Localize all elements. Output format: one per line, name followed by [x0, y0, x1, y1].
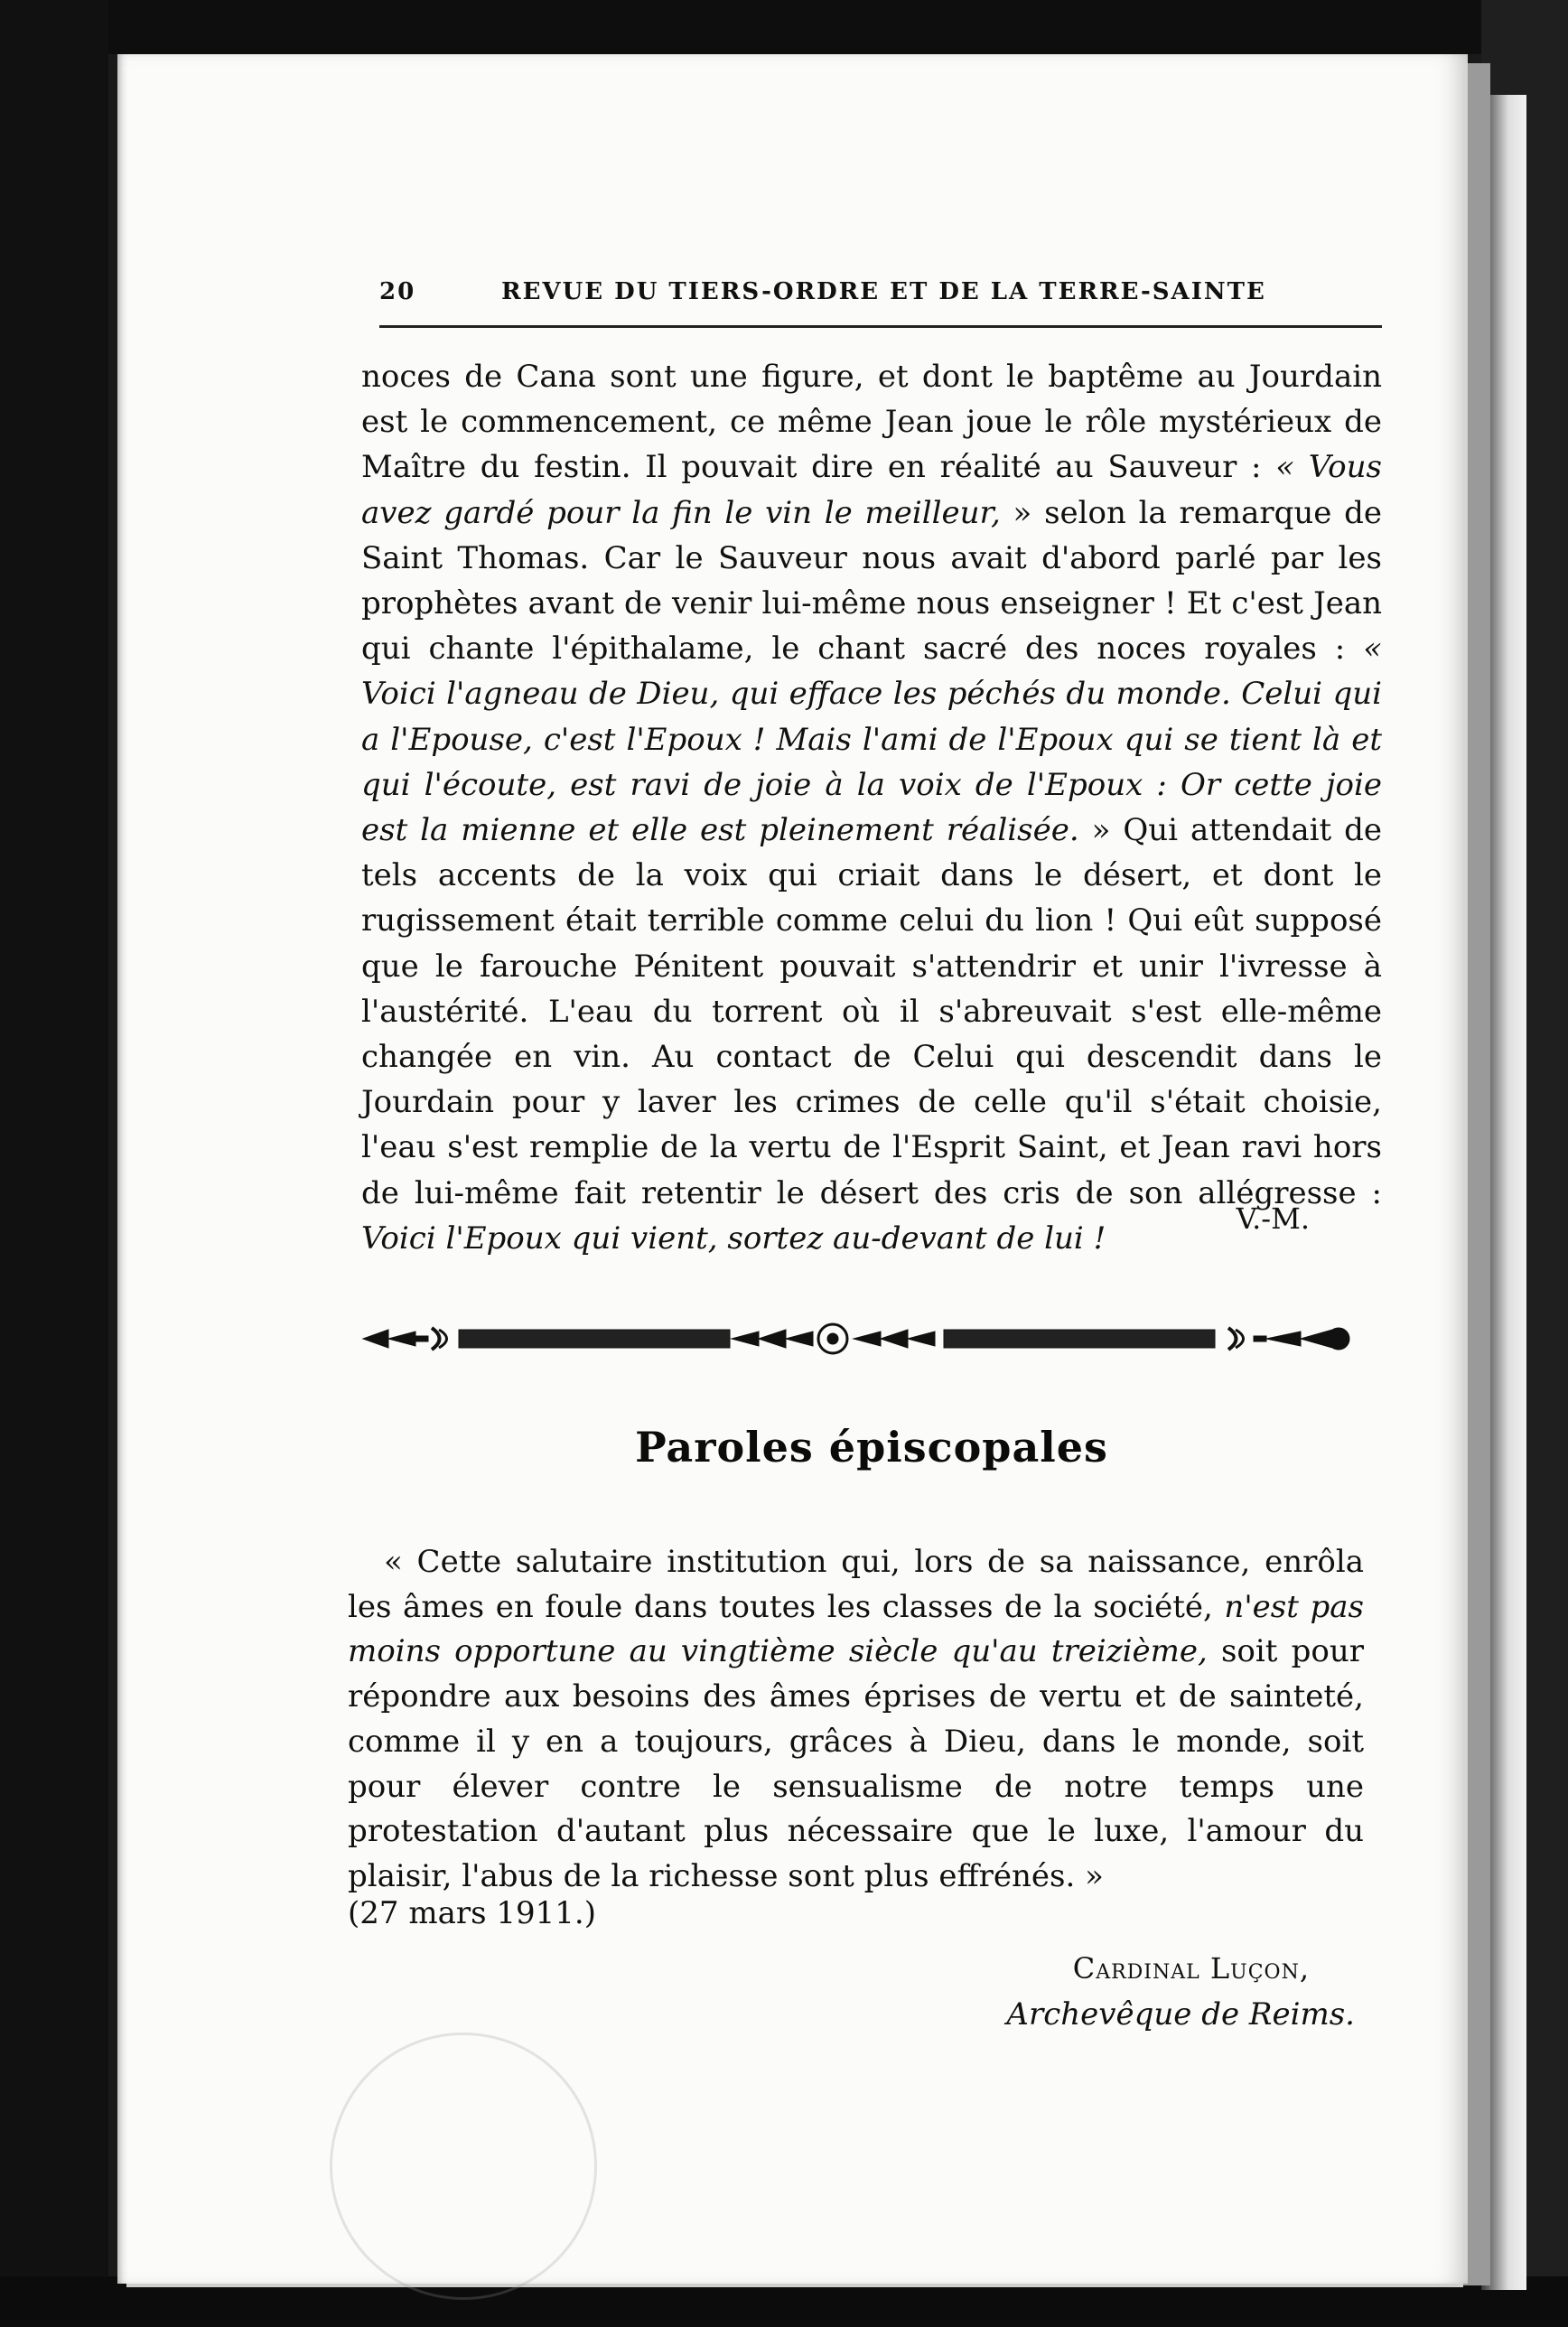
- article-signature: V.-M.: [1236, 1201, 1310, 1236]
- decorative-ornament-divider: [361, 1312, 1364, 1366]
- running-title: REVUE DU TIERS-ORDRE ET DE LA TERRE-SAINTE: [501, 278, 1266, 305]
- running-header: [379, 278, 1382, 314]
- section-quote: [348, 1540, 1364, 1900]
- signatory-name: Cardinal Luçon,: [1072, 1951, 1310, 1986]
- italic-quote: Voici l'Epoux qui vient, sortez au-devant de lui !: [361, 1220, 1106, 1257]
- article-body: [361, 354, 1382, 1261]
- text-segment: » Qui attendait de tels accents de la voix qui criait dans le désert, et dont le rugissement était terrible comme celui du lion ! Qui eût supposé que le farouche Pénitent pouvait s'attendrir et unir l'ivresse à l'austérité. L'eau du torrent où il s'abreuvait s'est elle-même changée en vin. Au contact de Celui qui descendit dans le Jourdain pour y laver les crimes de celle qu'il s'était choisie, l'eau s'est remplie de la vertu de l'Esprit Saint, et Jean ravi hors de lui-même fait retentir le désert des cris de son allégresse :: [361, 812, 1382, 1211]
- text-segment: « Cette salutaire institution qui, lors de sa naissance, enrôla les âmes en foule dans toutes les classes de la société,: [348, 1544, 1364, 1625]
- page-number: 20: [379, 278, 416, 305]
- text-segment: » selon la remarque de Saint Thomas. Car le Sauveur nous avait d'abord parlé par les prophètes avant de venir lui-même nous enseigner ! Et c'est Jean qui chante l'épithalame, le chant sacré des noces royales :: [361, 494, 1382, 668]
- header-rule: [379, 325, 1382, 328]
- italic-quote: « Vous avez gardé pour la fin le vin le meilleur,: [361, 449, 1382, 531]
- section-title: Paroles épiscopales: [635, 1423, 1108, 1472]
- quote-paragraph: [348, 1540, 1364, 1900]
- quote-date: (27 mars 1911.): [348, 1895, 596, 1931]
- italic-quote: « Voici l'agneau de Dieu, qui efface les péchés du monde. Celui qui a l'Epouse, c'est l'Epoux ! Mais l'ami de l'Epoux qui se tient là et qui l'écoute, est ravi de joie à la voix de l'Epoux : Or cette joie est la mienne et elle est pleinement réalisée.: [361, 631, 1382, 849]
- scan-background-top: [0, 0, 1568, 54]
- text-segment: soit pour répondre aux besoins des âmes éprises de vertu et de sainteté, comme il y en a toujours, grâces à Dieu, dans le monde, soit pour élever contre le sensualisme de notre temps une protestation d'autant plus nécessaire que le luxe, l'amour du plaisir, l'abus de la richesse sont plus effrénés. »: [348, 1633, 1364, 1894]
- scan-background-left: [0, 0, 108, 2327]
- signatory-title: Archevêque de Reims.: [1006, 1996, 1355, 2033]
- article-paragraph: [361, 354, 1382, 1261]
- italic-phrase: n'est pas moins opportune au vingtième siècle qu'au treizième,: [348, 1588, 1364, 1670]
- faded-library-stamp: [330, 2033, 597, 2300]
- text-segment: noces de Cana sont une figure, et dont le baptême au Jourdain est le commencement, ce même Jean joue le rôle mystérieux de Maître du festin. Il pouvait dire en réalité au Sauveur :: [361, 359, 1382, 486]
